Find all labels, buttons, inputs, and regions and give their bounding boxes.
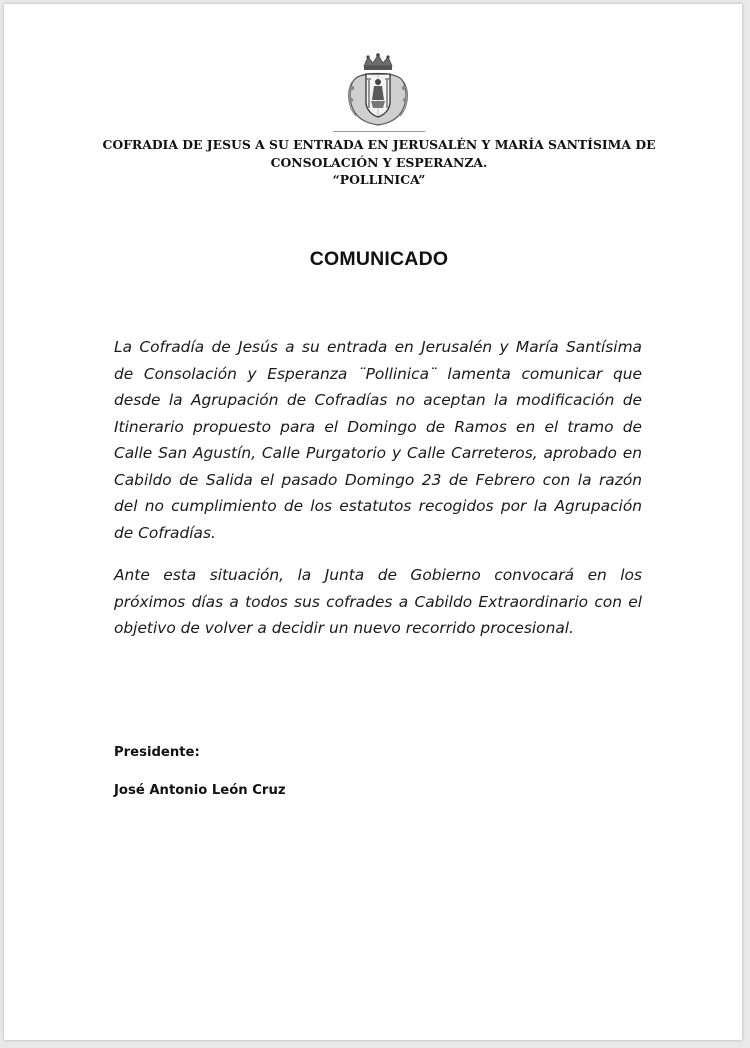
text-line: del no cumplimiento de los estatutos recogidos por la Agrupación	[114, 497, 642, 515]
paragraph-1	[114, 334, 642, 546]
communique-body	[114, 334, 642, 642]
text-line: Itinerario propuesto para el Domingo de Ramos en el tramo de	[114, 417, 642, 436]
document-page	[4, 4, 742, 1040]
signature-label: Presidente:	[114, 745, 200, 760]
text-line: desde la Agrupación de Cofradías no aceptan la modificación de	[114, 391, 642, 409]
header-line-3: “POLLINICA”	[332, 172, 426, 187]
header-line-1: COFRADIA DE JESUS A SU ENTRADA EN JERUSALÉN Y MARÍA SANTÍSIMA DE	[102, 137, 656, 152]
text-line: de Cofradías.	[114, 523, 216, 542]
text-line: Calle San Agustín, Calle Purgatorio y Calle Carreteros, aprobado en	[114, 444, 642, 462]
text-line: próximos días a todos sus cofrades a Cabildo Extraordinario con el	[114, 592, 642, 611]
document-title: COMUNICADO	[309, 248, 449, 270]
text-line: objetivo de volver a decidir un nuevo recorrido procesional.	[114, 619, 574, 637]
signature-name: José Antonio León Cruz	[114, 783, 286, 798]
paragraph-2	[114, 562, 642, 642]
text-line: Cabildo de Salida el pasado Domingo 23 de Febrero con la razón	[114, 470, 642, 489]
header-divider	[333, 131, 425, 132]
text-line: La Cofradía de Jesús a su entrada en Jerusalén y María Santísima	[114, 338, 642, 356]
text-line: de Consolación y Esperanza ¨Pollinica¨ lamenta comunicar que	[114, 364, 642, 383]
brotherhood-crest-icon	[342, 52, 414, 128]
brotherhood-header	[64, 136, 694, 189]
text-line: Ante esta situación, la Junta de Gobierno convocará en los	[114, 566, 642, 584]
header-line-2: CONSOLACIÓN Y ESPERANZA.	[270, 154, 488, 170]
